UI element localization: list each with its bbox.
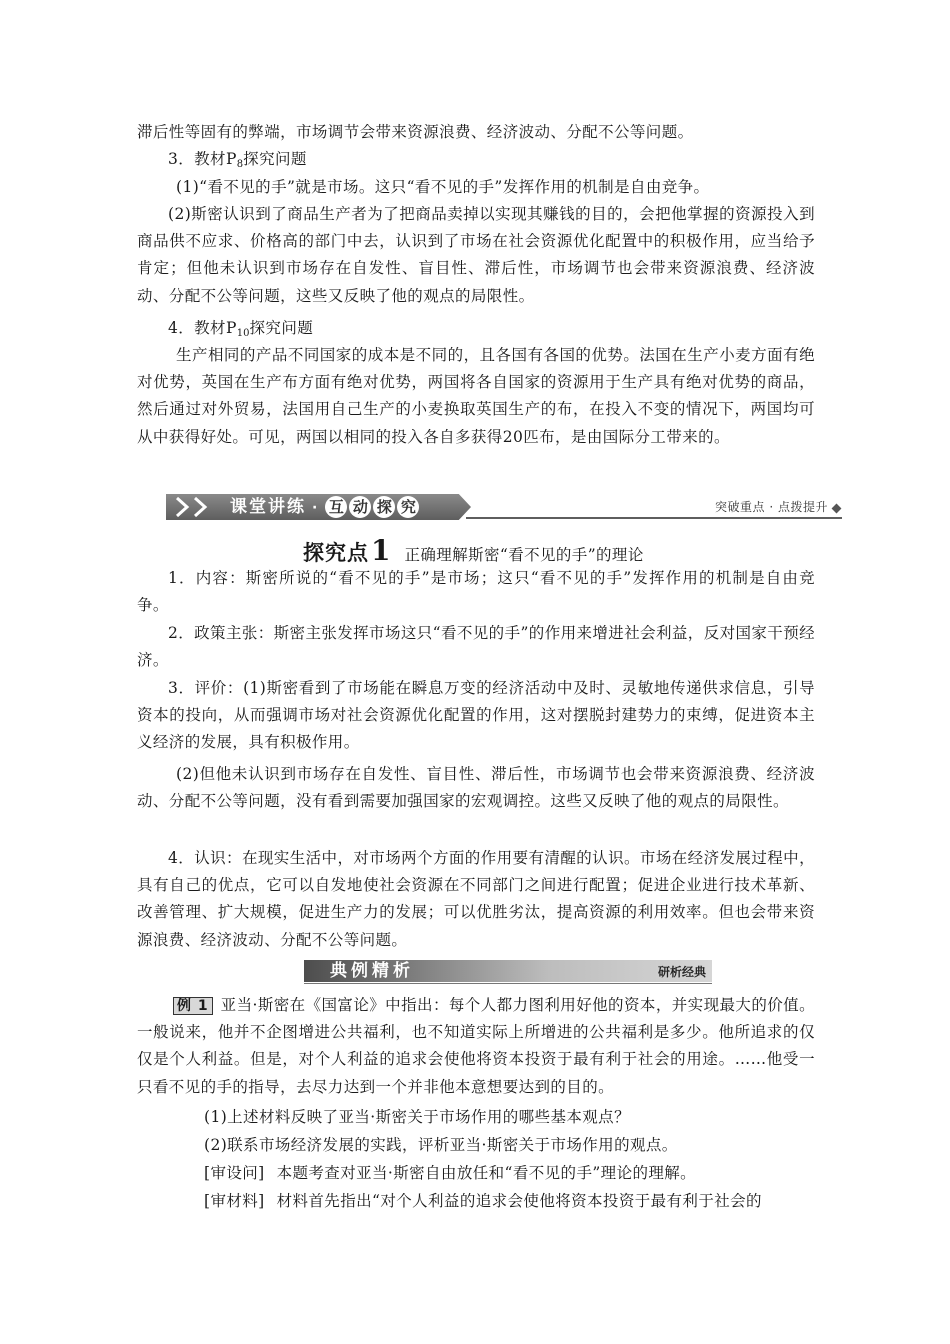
banner-circled-char: 究 [397, 496, 419, 518]
paragraph-continuation: 滞后性等固有的弊端，市场调节会带来资源浪费、经济波动、分配不公等问题。 [137, 123, 694, 141]
item-3-heading: 3．教材$P_8$探究问题 [168, 150, 307, 170]
banner-title: 课堂讲练 · 互 动 探 究 [230, 496, 421, 518]
example-text: 例 1 亚当·斯密在《国富论》中指出：每个人都力图利用好他的资本，并实现最大的价值。一般说来，他并不企图增进公共福利，也不知道实际上所增进的公共福利是多少。他所追求的仅仅是个人利益。但是，对个人利益的追求会使他将资本投资于最有利于社会的用途。……他受一只看不见的手的指导，去尽力达到一个并非他本意想要达到的目的。 [137, 996, 815, 1096]
banner-circled-char: 动 [349, 496, 371, 518]
example-banner-subtitle: 研析经典 [657, 965, 706, 979]
question-2: (2)联系市场经济发展的实践，评析亚当·斯密关于市场作用的观点。 [204, 1136, 678, 1154]
point-heading [303, 534, 644, 568]
item-4-heading: 4．教材$P_{10}$探究问题 [168, 319, 314, 339]
point-content-1: 1．内容：斯密所说的“看不见的手”是市场；这只“看不见的手”发挥作用的机制是自由竞争。 [137, 569, 815, 615]
example-banner-title: 典例精析 [330, 961, 414, 981]
analysis-material-label: [审材料] [204, 1192, 265, 1210]
item-3-answer-2: (2)斯密认识到了商品生产者为了把商品卖掉以实现其赚钱的目的，会把他掌握的资源投入到商品供不应求、价格高的部门中去，认识到了市场在社会资源优化配置中的积极作用，应当给予肯定；但他未认识到市场存在自发性、盲目性、滞后性，市场调节也会带来资源浪费、经济波动、分配不公等问题，这些又反映了他的观点的局限性。 [137, 205, 815, 305]
example-banner [304, 960, 712, 984]
banner-subtitle: 突破重点 · 点拨提升 [715, 500, 828, 514]
chevron-right-icon [190, 496, 212, 518]
point-content-2: 2．政策主张：斯密主张发挥市场这只“看不见的手”的作用来增进社会利益，反对国家干预经济。 [137, 624, 816, 670]
point-title: 正确理解斯密“看不见的手”的理论 [404, 546, 644, 564]
item-4-answer: 生产相同的产品不同国家的成本是不同的，且各国有各国的优势。法国在生产小麦方面有绝对优势，英国在生产布方面有绝对优势，两国将各自国家的资源用于生产具有绝对优势的商品，然后通过对外贸易，法国用自己生产的小麦换取英国生产的布，在投入不变的情况下，两国均可从中获得好处。可见，两国以相同的投入各自多获得20匹布，是由国际分工带来的。 [137, 346, 815, 446]
banner-circled-char: 互 [325, 496, 347, 518]
example-banner-underline [304, 983, 712, 984]
example-badge: 例 1 [173, 997, 213, 1015]
point-content-3b: (2)但他未认识到市场存在自发性、盲目性、滞后性，市场调节也会带来资源浪费、经济波动、分配不公等问题，没有看到需要加强国家的宏观调控。这些又反映了他的观点的局限性。 [137, 765, 815, 811]
item-3-answer-1: (1)“看不见的手”就是市场。这只“看不见的手”发挥作用的机制是自由竞争。 [176, 178, 710, 196]
analysis-material: [审材料] 材料首先指出“对个人利益的追求会使他将资本投资于最有利于社会的 [204, 1192, 762, 1210]
analysis-question-label: [审设问] [204, 1164, 265, 1182]
banner-underline [466, 517, 842, 519]
point-label: 探究点 [303, 541, 369, 565]
banner-circled-char: 探 [373, 496, 395, 518]
section-banner [166, 490, 842, 524]
analysis-question: [审设问] 本题考查对亚当·斯密自由放任和“看不见的手”理论的理解。 [204, 1164, 697, 1182]
point-number: 1 [371, 534, 391, 567]
question-1: (1)上述材料反映了亚当·斯密关于市场作用的哪些基本观点？ [204, 1108, 630, 1126]
point-content-4: 4．认识：在现实生活中，对市场两个方面的作用要有清醒的认识。市场在经济发展过程中，具有自己的优点，它可以自发地使社会资源在不同部门之间进行配置；促进企业进行技术革新、改善管理、扩大规模，促进生产力的发展；可以优胜劣汰，提高资源的利用效率。但也会带来资源浪费、经济波动、分配不公等问题。 [137, 849, 815, 949]
point-content-3: 3．评价：(1)斯密看到了市场能在瞬息万变的经济活动中及时、灵敏地传递供求信息，引导资本的投向，从而强调市场对社会资源优化配置的作用，这对摆脱封建势力的束缚，促进资本主义经济的发展，具有积极作用。 [137, 679, 815, 752]
diamond-icon [832, 504, 842, 514]
